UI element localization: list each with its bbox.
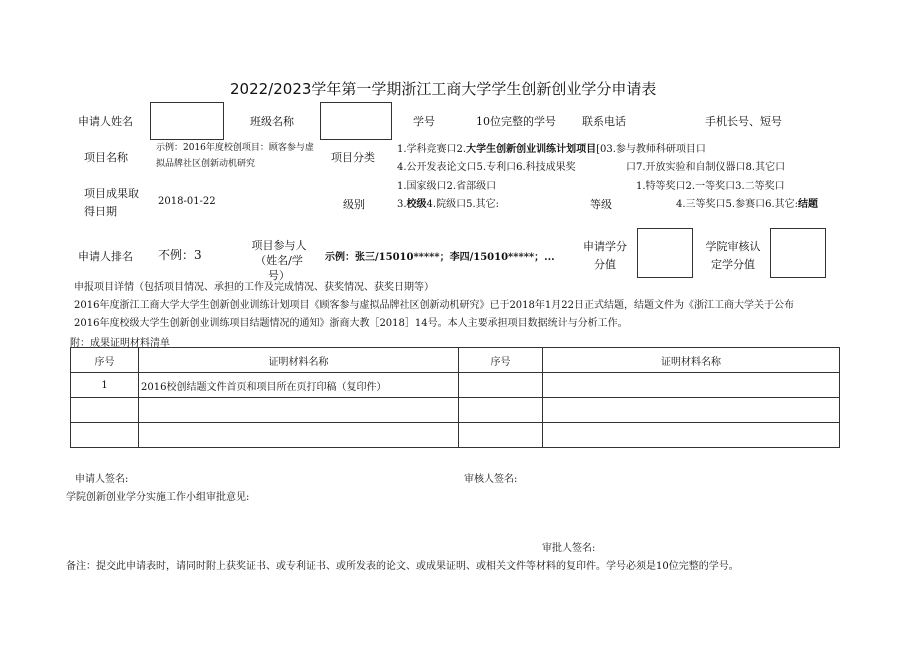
category-line-2b: 口7.开放实验和自制仪器口8.其它口	[626, 162, 786, 173]
student-id-label: 学号	[413, 115, 435, 128]
header-seq-1: 序号	[71, 348, 139, 373]
date-value: 2018-01-22	[158, 196, 216, 207]
table-cell[interactable]	[71, 423, 139, 448]
level-option-4-5: 4.院级口5.其它:	[426, 199, 499, 210]
details-line-1: 2016年度浙江工商大学大学生创新创业训练计划项目《顾客参与虚拟品牌社区创新动机研究》已于2018年1月22日正式结题，结题文件为《浙江工商大学关于公布	[74, 300, 794, 311]
table-row	[71, 423, 840, 448]
table-cell[interactable]	[139, 398, 459, 423]
materials-label: 附：成果证明材料清单	[70, 338, 170, 349]
table-cell[interactable]	[459, 373, 543, 398]
table-cell[interactable]	[71, 398, 139, 423]
category-line-1	[397, 140, 706, 155]
table-cell[interactable]	[543, 398, 840, 423]
table-cell[interactable]	[459, 398, 543, 423]
table-cell[interactable]	[543, 423, 840, 448]
class-name-field[interactable]	[320, 102, 392, 140]
details-label: 申报项目详情（包括项目情况、承担的工作及完成情况、获奖情况、获奖日期等）	[74, 282, 434, 293]
project-name-label: 项目名称	[84, 151, 128, 164]
date-label: 项目成果取得日期	[84, 187, 139, 218]
category-option-2-highlight: 大学生创新创业训练计划项目	[466, 144, 597, 155]
credit-value-field[interactable]	[637, 228, 693, 278]
rank-value: 不例：3	[158, 248, 202, 262]
college-credit-label: 学院审核认定学分值	[705, 240, 761, 271]
footnote: 备注：提交此申请表时，请同时附上获奖证书、或专利证书、或所发表的论文、或成果证明、或相关文件等材料的复印件。学号必须是10位完整的学号。	[66, 561, 739, 572]
participants-label: 项目参与人（姓名/学号）	[251, 239, 307, 282]
grade-label: 等级	[590, 198, 612, 211]
applicant-name-field[interactable]	[150, 102, 224, 140]
phone-hint: 手机长号、短号	[705, 115, 782, 128]
header-material-1: 证明材料名称	[139, 348, 459, 373]
table-cell[interactable]: 1	[71, 373, 139, 398]
table-cell[interactable]	[543, 373, 840, 398]
project-name-example: 示例：2016年度校创项目：顾客参与虚拟品牌社区创新动机研究	[156, 143, 314, 169]
level-label: 级别	[343, 198, 365, 211]
page-title: 2022/2023学年第一学期浙江工商大学学生创新创业学分申请表	[230, 80, 657, 98]
credit-label: 申请学分分值	[583, 240, 627, 271]
header-material-2: 证明材料名称	[543, 348, 840, 373]
level-option-3-prefix: 3.	[397, 199, 407, 210]
table-cell[interactable]: 2016校创结题文件首页和项目所在页打印稿（复印件）	[139, 373, 459, 398]
materials-table	[70, 347, 840, 448]
reviewer-signature-label: 审核人签名:	[464, 474, 518, 485]
table-cell[interactable]	[139, 423, 459, 448]
grade-line-1: 1.特等奖口2.一等奖口3.二等奖口	[636, 181, 785, 192]
group-opinion-label: 学院创新创业学分实施工作小组审批意见:	[66, 492, 250, 503]
college-credit-field[interactable]	[770, 228, 826, 278]
level-option-school: 校级	[406, 199, 427, 210]
category-line-2a: 4.公开发表论文口5.专利口6.科技成果奖	[397, 162, 576, 173]
header-seq-2: 序号	[459, 348, 543, 373]
table-row	[71, 373, 840, 398]
participants-example: 示例：张三/15010*****；李四/15010*****；...	[325, 252, 555, 263]
rank-label: 申请人排名	[78, 250, 133, 263]
level-line-2	[397, 195, 499, 210]
applicant-signature-label: 申请人签名:	[75, 474, 129, 485]
category-option-1-2: 1.学科竞赛口2.	[397, 144, 467, 155]
phone-label: 联系电话	[582, 115, 626, 128]
applicant-name-label: 申请人姓名	[78, 115, 133, 128]
grade-options: 4.三等奖口5.参赛口6.其它:	[676, 199, 798, 210]
approver-signature-label: 审批人签名:	[542, 543, 596, 554]
grade-line-2	[676, 195, 818, 210]
category-option-3: [03.参与教师科研项目口	[596, 144, 706, 155]
table-cell[interactable]	[459, 423, 543, 448]
student-id-hint: 10位完整的学号	[476, 115, 556, 128]
level-line-1: 1.国家级口2.省部级口	[397, 181, 497, 192]
class-name-label: 班级名称	[250, 115, 294, 128]
table-header-row	[71, 348, 840, 373]
table-row	[71, 398, 840, 423]
grade-other-value: 结题	[798, 199, 818, 210]
category-label: 项目分类	[331, 151, 375, 164]
details-line-2: 2016年度校级大学生创新创业训练项目结题情况的通知》浙商大教［2018］14号。本人主要承担项目数据统计与分析工作。	[74, 318, 628, 329]
